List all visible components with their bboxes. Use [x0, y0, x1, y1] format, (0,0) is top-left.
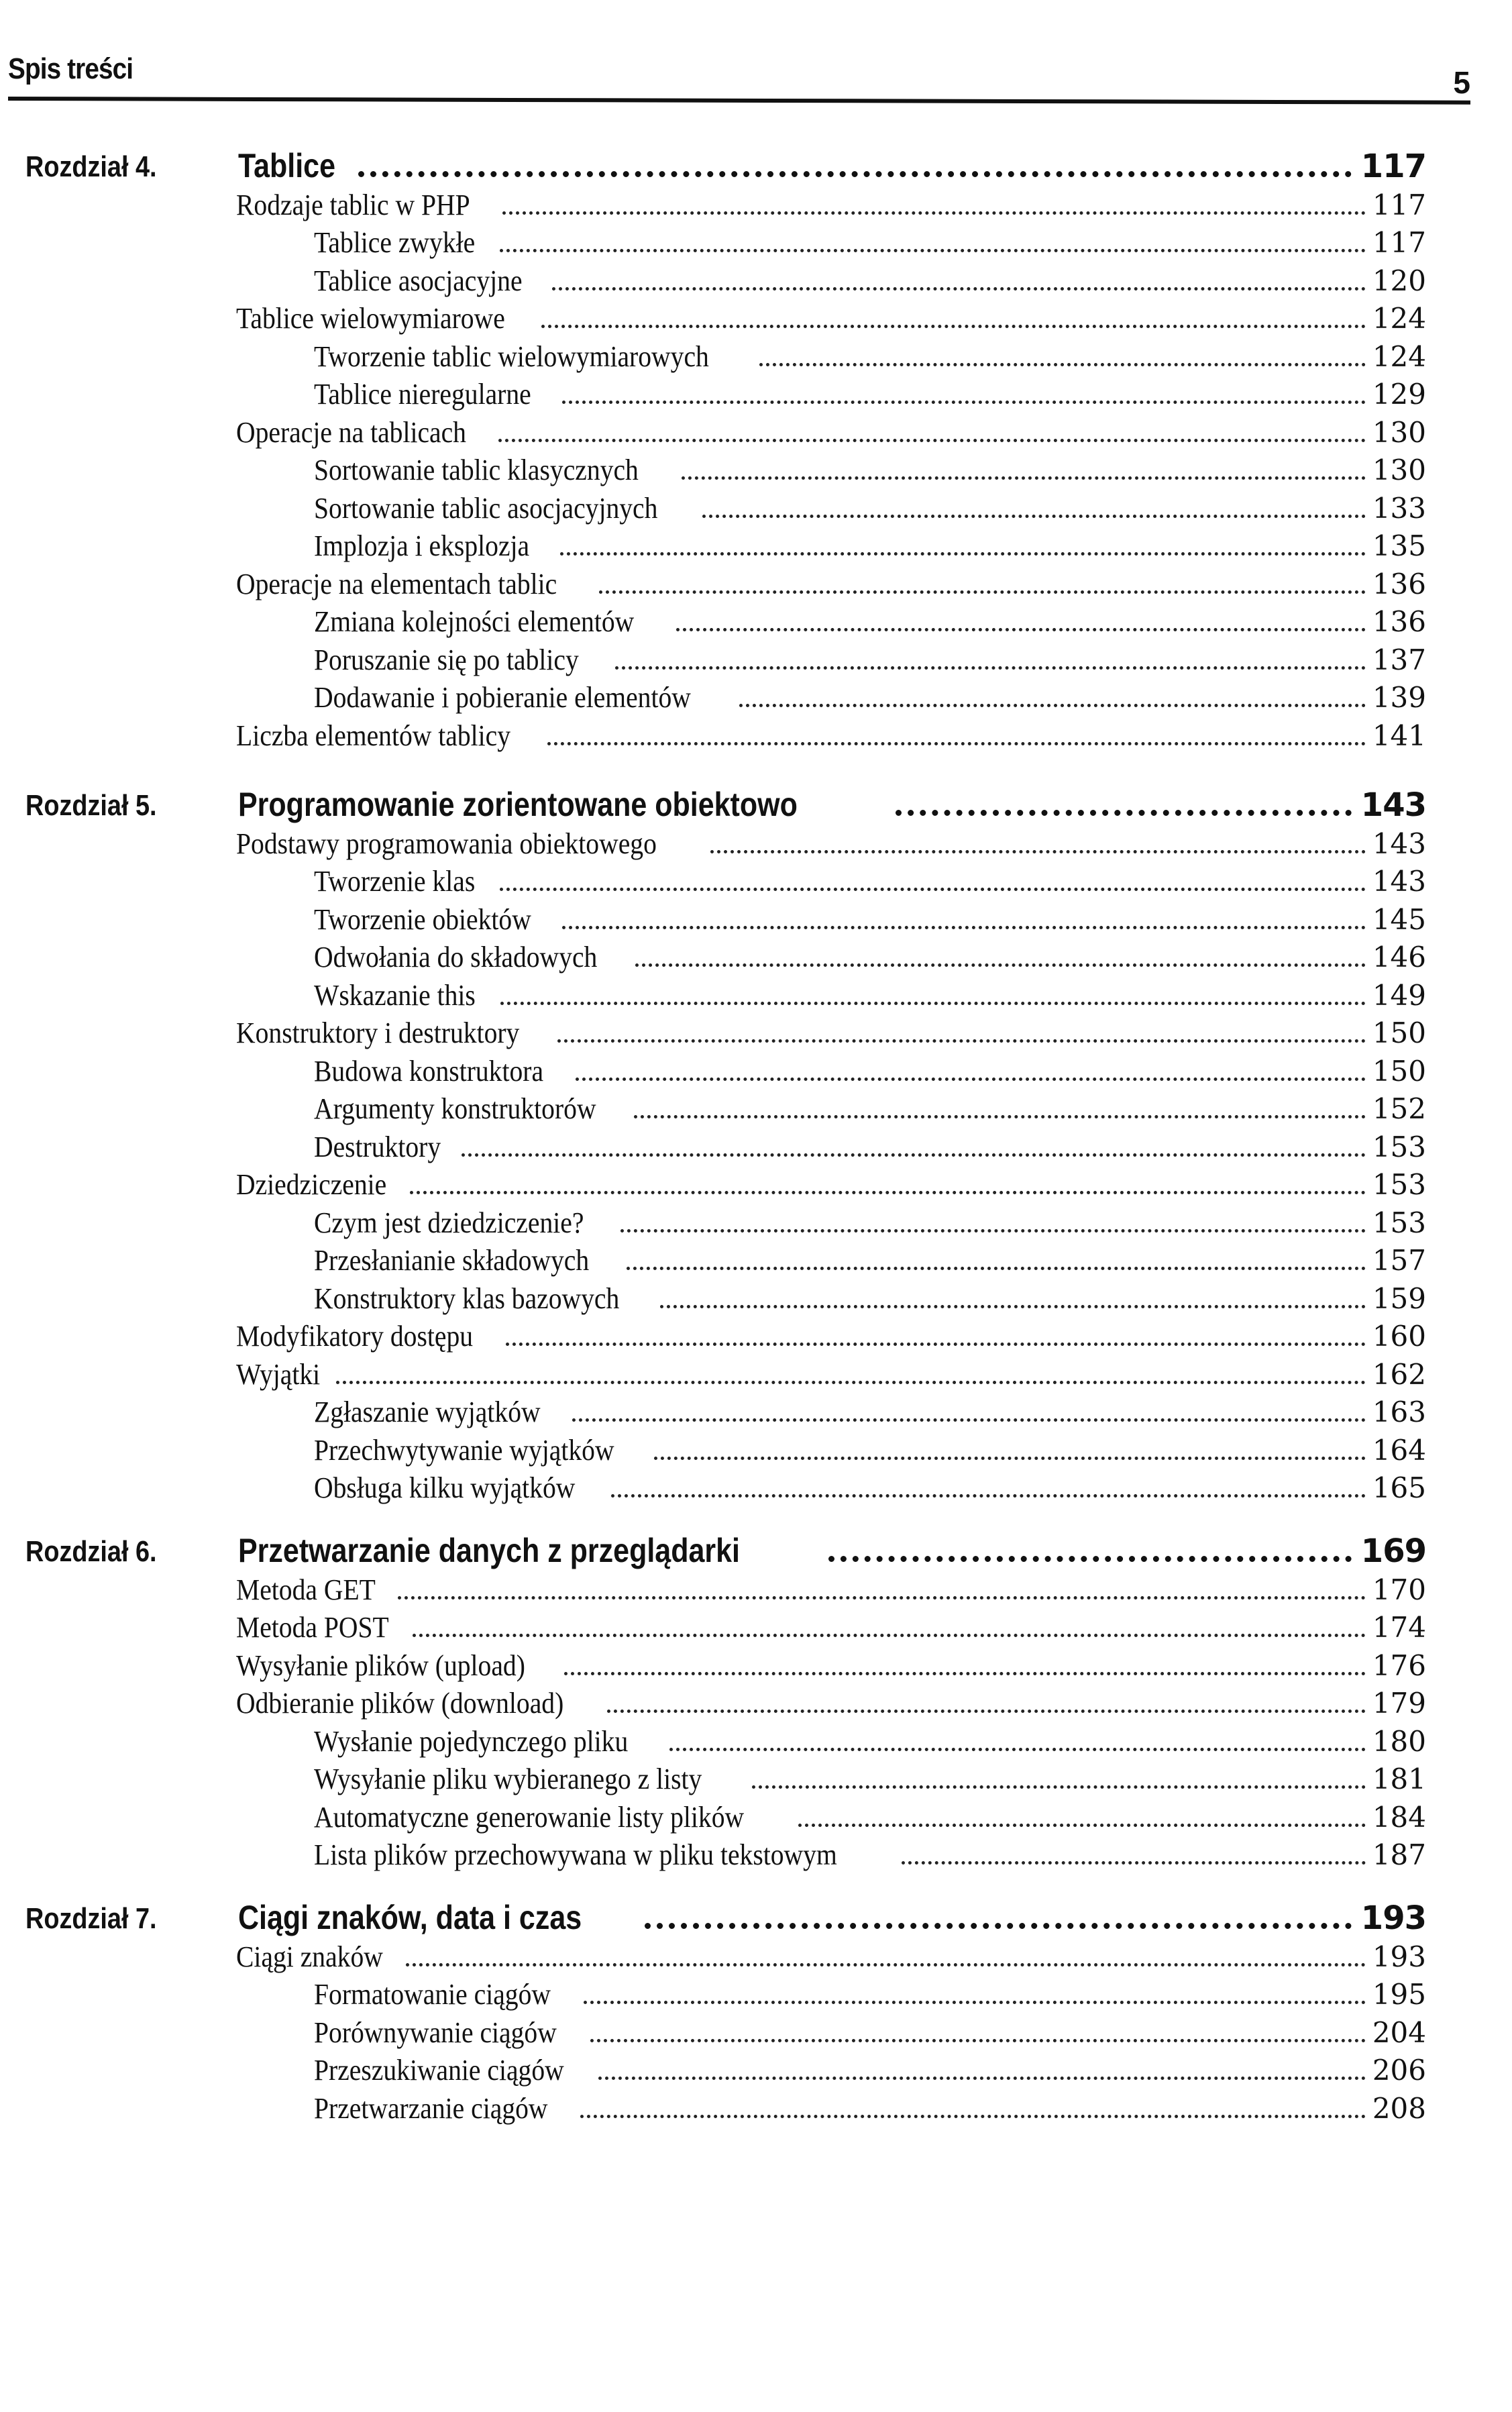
entry-row	[314, 864, 1426, 898]
toc-subsection-entry[interactable]	[0, 378, 1512, 416]
entry-title: Poruszanie się po tablicy	[314, 643, 579, 676]
entry-row	[314, 1243, 1426, 1277]
entry-page-number: 179	[1372, 1687, 1426, 1720]
entry-page-number: 174	[1372, 1611, 1426, 1644]
entry-page-number: 160	[1372, 1320, 1426, 1353]
chapter-row	[238, 146, 1426, 185]
entry-page-number: 184	[1372, 1800, 1426, 1834]
entry-row	[314, 940, 1426, 974]
entry-page-number: 139	[1372, 681, 1426, 714]
dot-leader	[590, 2039, 1366, 2042]
entry-row	[236, 1940, 1426, 1974]
toc-subsection-entry[interactable]	[0, 2091, 1512, 2130]
dot-leader	[627, 1267, 1366, 1270]
dot-leader	[398, 1596, 1366, 1600]
entry-row	[236, 827, 1426, 861]
entry-title: Wskazanie this	[314, 978, 476, 1012]
entry-page-number: 124	[1372, 302, 1426, 335]
entry-title: Sortowanie tablic asocjacyjnych	[314, 491, 658, 525]
entry-title: Formatowanie ciągów	[314, 1978, 551, 2011]
dot-leader	[902, 1861, 1365, 1865]
entry-row	[314, 225, 1426, 260]
dot-leader	[500, 249, 1366, 252]
entry-page-number: 136	[1372, 567, 1426, 600]
dot-leader	[584, 2001, 1366, 2004]
dot-leader	[576, 1078, 1366, 1081]
entry-row	[314, 377, 1426, 411]
entry-page-number: 117	[1372, 226, 1426, 259]
entry-title: Wysłanie pojedynczego pliku	[314, 1724, 629, 1758]
toc-subsection-entry[interactable]	[0, 941, 1512, 979]
entry-title: Automatyczne generowanie listy plików	[314, 1800, 745, 1834]
chapter-label: Rozdział 4.	[25, 150, 157, 183]
toc-section-entry[interactable]	[0, 567, 1512, 605]
chapter-row	[238, 1898, 1426, 1937]
entry-title: Tworzenie tablic wielowymiarowych	[314, 339, 709, 373]
chapter-page-number: 143	[1360, 786, 1426, 824]
entry-row	[314, 1724, 1426, 1759]
entry-title: Dziedziczenie	[236, 1168, 387, 1201]
dot-leader	[702, 515, 1365, 518]
running-header-title: Spis treści	[8, 52, 133, 85]
entry-row	[314, 1800, 1426, 1834]
toc-chapter	[0, 782, 1512, 1509]
entry-row	[314, 1130, 1426, 1164]
dot-leader	[560, 552, 1366, 556]
dot-leader	[669, 1748, 1366, 1751]
dot-leader	[896, 810, 1352, 816]
toc-subsection-entry[interactable]	[0, 1396, 1512, 1434]
entry-row	[236, 1610, 1426, 1644]
dot-leader	[607, 1710, 1366, 1713]
toc-section-entry[interactable]	[0, 188, 1512, 226]
entry-row	[314, 491, 1426, 525]
entry-row	[314, 453, 1426, 487]
entry-row	[236, 1573, 1426, 1607]
toc-section-entry[interactable]	[0, 1168, 1512, 1206]
entry-title: Tablice asocjacyjne	[314, 264, 523, 297]
dot-leader	[547, 742, 1365, 745]
dot-leader	[410, 1191, 1366, 1194]
dot-leader	[645, 1923, 1352, 1929]
entry-title: Wysyłanie pliku wybieranego z listy	[314, 1763, 702, 1795]
entry-row	[314, 529, 1426, 563]
dot-leader	[828, 1556, 1352, 1562]
entry-title: Sortowanie tablic klasycznych	[314, 454, 639, 486]
entry-title: Lista plików przechowywana w pliku tekstowym	[314, 1838, 837, 1871]
entry-page-number: 129	[1372, 378, 1426, 411]
entry-page-number: 133	[1372, 491, 1426, 525]
entry-page-number: 145	[1372, 902, 1426, 936]
entry-page-number: 153	[1372, 1130, 1426, 1163]
running-header-page-number: 5	[1453, 65, 1470, 100]
entry-page-number: 146	[1372, 941, 1426, 974]
entry-title: Przetwarzanie ciągów	[314, 2091, 548, 2125]
entry-row	[236, 188, 1426, 222]
dot-leader	[798, 1824, 1365, 1827]
entry-page-number: 193	[1372, 1940, 1426, 1973]
toc-section-entry[interactable]	[0, 1940, 1512, 1978]
entry-row	[236, 1357, 1426, 1392]
entry-title: Przesłanianie składowych	[314, 1244, 590, 1277]
toc-chapter	[0, 1895, 1512, 2130]
entry-page-number: 208	[1372, 2091, 1426, 2125]
entry-row	[314, 2053, 1426, 2087]
chapter-row	[238, 785, 1426, 824]
toc-section-entry[interactable]	[0, 1320, 1512, 1358]
entry-page-number: 149	[1372, 978, 1426, 1012]
chapter-title: Ciągi znaków, data i czas	[238, 1899, 582, 1936]
entry-page-number: 124	[1372, 339, 1426, 373]
chapter-row	[238, 1531, 1426, 1570]
toc-section-entry[interactable]	[0, 302, 1512, 340]
entry-row	[236, 1167, 1426, 1202]
chapter-label: Rozdział 7.	[25, 1902, 157, 1935]
toc-subsection-entry[interactable]	[0, 978, 1512, 1016]
entry-page-number: 195	[1372, 1978, 1426, 2011]
dot-leader	[562, 401, 1366, 404]
entry-title: Argumenty konstruktorów	[314, 1092, 596, 1125]
dot-leader	[462, 1153, 1366, 1157]
entry-row	[236, 1319, 1426, 1353]
entry-title: Metoda POST	[236, 1611, 389, 1644]
entry-row	[236, 1648, 1426, 1683]
toc-subsection-entry[interactable]	[0, 1206, 1512, 1244]
entry-page-number: 143	[1372, 827, 1426, 860]
toc-subsection-entry[interactable]	[0, 2015, 1512, 2054]
toc-subsection-entry[interactable]	[0, 1763, 1512, 1801]
entry-row	[314, 902, 1426, 937]
toc-section-entry[interactable]	[0, 1357, 1512, 1396]
entry-row	[314, 2091, 1426, 2126]
entry-row	[314, 605, 1426, 639]
entry-page-number: 164	[1372, 1433, 1426, 1467]
toc-subsection-entry[interactable]	[0, 1130, 1512, 1168]
entry-page-number: 204	[1372, 2015, 1426, 2049]
entry-page-number: 135	[1372, 529, 1426, 562]
entry-title: Wysyłanie plików (upload)	[236, 1648, 525, 1682]
dot-leader	[634, 1115, 1366, 1118]
entry-row	[236, 567, 1426, 601]
dot-leader	[406, 1963, 1366, 1967]
entry-title: Tablice nieregularne	[314, 378, 531, 411]
entry-page-number: 117	[1372, 188, 1426, 221]
toc-subsection-entry[interactable]	[0, 1724, 1512, 1763]
entry-title: Destruktory	[314, 1130, 441, 1163]
entry-page-number: 165	[1372, 1471, 1426, 1504]
dot-leader	[759, 363, 1366, 366]
dot-leader	[502, 211, 1365, 215]
entry-title: Budowa konstruktora	[314, 1054, 544, 1088]
dot-leader	[660, 1305, 1366, 1308]
chapter-label: Rozdział 5.	[25, 789, 157, 822]
dot-leader	[562, 926, 1366, 929]
toc-section-entry[interactable]	[0, 1648, 1512, 1687]
dot-leader	[552, 287, 1366, 291]
page-header	[8, 40, 1470, 107]
dot-leader	[557, 1039, 1366, 1043]
dot-leader	[500, 888, 1366, 891]
chapter-label: Rozdział 6.	[25, 1535, 157, 1568]
dot-leader	[676, 628, 1366, 631]
entry-row	[314, 1433, 1426, 1467]
toc-section-entry[interactable]	[0, 827, 1512, 865]
dot-leader	[739, 704, 1366, 707]
dot-leader	[336, 1381, 1366, 1384]
entry-page-number: 141	[1372, 719, 1426, 752]
entry-title: Porównywanie ciągów	[314, 2015, 557, 2049]
dot-leader	[615, 666, 1366, 670]
entry-title: Konstruktory klas bazowych	[314, 1281, 620, 1315]
entry-row	[236, 415, 1426, 450]
toc-chapter	[0, 1528, 1512, 1876]
entry-row	[314, 1471, 1426, 1505]
entry-title: Podstawy programowania obiektowego	[236, 827, 657, 860]
entry-row	[314, 339, 1426, 374]
entry-title: Dodawanie i pobieranie elementów	[314, 681, 691, 714]
entry-page-number: 137	[1372, 643, 1426, 676]
entry-page-number: 170	[1372, 1573, 1426, 1606]
toc-section-entry[interactable]	[0, 1016, 1512, 1055]
entry-row	[314, 1092, 1426, 1126]
entry-page-number: 180	[1372, 1724, 1426, 1758]
toc-subsection-entry[interactable]	[0, 454, 1512, 492]
entry-title: Konstruktory i destruktory	[236, 1016, 520, 1049]
dot-leader	[498, 439, 1366, 442]
dot-leader	[654, 1457, 1366, 1460]
entry-title: Operacje na elementach tablic	[236, 567, 557, 600]
entry-row	[314, 978, 1426, 1012]
entry-title: Zgłaszanie wyjątków	[314, 1396, 541, 1428]
entry-title: Tworzenie klas	[314, 865, 476, 898]
entry-row	[314, 1054, 1426, 1088]
entry-row	[236, 301, 1426, 335]
entry-row	[236, 1016, 1426, 1050]
chapter-heading[interactable]	[0, 1528, 1512, 1573]
toc-subsection-entry[interactable]	[0, 529, 1512, 568]
entry-title: Tworzenie obiektów	[314, 902, 531, 936]
dot-leader	[564, 1672, 1366, 1675]
entry-page-number: 162	[1372, 1357, 1426, 1391]
dot-leader	[572, 1418, 1366, 1422]
toc-section-entry[interactable]	[0, 1573, 1512, 1611]
toc-subsection-entry[interactable]	[0, 1092, 1512, 1131]
entry-row	[314, 680, 1426, 715]
entry-page-number: 153	[1372, 1206, 1426, 1239]
entry-title: Ciągi znaków	[236, 1940, 383, 1973]
toc-subsection-entry[interactable]	[0, 865, 1512, 903]
entry-title: Implozja i eksplozja	[314, 529, 530, 562]
entry-row	[314, 1395, 1426, 1429]
entry-title: Obsługa kilku wyjątków	[314, 1471, 576, 1504]
chapter-title: Tablice	[238, 147, 335, 185]
dot-leader	[635, 963, 1366, 967]
entry-page-number: 130	[1372, 454, 1426, 486]
dot-leader	[580, 2115, 1366, 2118]
chapter-title: Programowanie zorientowane obiektowo	[238, 786, 798, 823]
toc-subsection-entry[interactable]	[0, 226, 1512, 264]
toc-subsection-entry[interactable]	[0, 1978, 1512, 2016]
chapter-heading[interactable]	[0, 144, 1512, 188]
entry-title: Czym jest dziedziczenie?	[314, 1206, 584, 1239]
toc-subsection-entry[interactable]	[0, 1471, 1512, 1510]
entry-row	[314, 1762, 1426, 1796]
entry-title: Rodzaje tablic w PHP	[236, 188, 470, 221]
toc-subsection-entry[interactable]	[0, 1433, 1512, 1471]
dot-leader	[611, 1494, 1366, 1498]
entry-title: Przechwytywanie wyjątków	[314, 1433, 614, 1467]
toc-subsection-entry[interactable]	[0, 2054, 1512, 2092]
entry-row	[314, 643, 1426, 677]
toc-section-entry[interactable]	[0, 1611, 1512, 1649]
toc-chapter	[0, 144, 1512, 757]
dot-leader	[599, 590, 1365, 594]
chapter-page-number: 193	[1360, 1899, 1426, 1937]
entry-title: Odbieranie plików (download)	[236, 1687, 564, 1720]
toc-section-entry[interactable]	[0, 1687, 1512, 1725]
entry-page-number: 206	[1372, 2054, 1426, 2087]
entry-page-number: 136	[1372, 605, 1426, 638]
entry-page-number: 157	[1372, 1244, 1426, 1277]
toc-subsection-entry[interactable]	[0, 605, 1512, 643]
entry-page-number: 159	[1372, 1281, 1426, 1315]
entry-title: Odwołania do składowych	[314, 941, 598, 974]
toc-subsection-entry[interactable]	[0, 1800, 1512, 1838]
dot-leader	[358, 171, 1352, 177]
toc-subsection-entry[interactable]	[0, 1054, 1512, 1092]
entry-title: Tablice zwykłe	[314, 226, 476, 259]
entry-row	[236, 1686, 1426, 1720]
entry-row	[236, 719, 1426, 753]
toc-subsection-entry[interactable]	[0, 1244, 1512, 1282]
entry-row	[314, 1206, 1426, 1240]
entry-title: Operacje na tablicach	[236, 415, 466, 449]
entry-page-number: 143	[1372, 865, 1426, 898]
entry-title: Liczba elementów tablicy	[236, 719, 511, 752]
entry-title: Modyfikatory dostępu	[236, 1320, 474, 1353]
entry-title: Przeszukiwanie ciągów	[314, 2054, 564, 2087]
toc-subsection-entry[interactable]	[0, 902, 1512, 941]
toc-subsection-entry[interactable]	[0, 681, 1512, 719]
entry-page-number: 152	[1372, 1092, 1426, 1125]
entry-page-number: 150	[1372, 1016, 1426, 1049]
toc-subsection-entry[interactable]	[0, 491, 1512, 529]
entry-title: Zmiana kolejności elementów	[314, 605, 635, 638]
dot-leader	[710, 850, 1366, 853]
entry-page-number: 176	[1372, 1648, 1426, 1682]
entry-row	[314, 1977, 1426, 2011]
chapter-heading[interactable]	[0, 782, 1512, 827]
entry-title: Metoda GET	[236, 1573, 376, 1606]
toc-subsection-entry[interactable]	[0, 1281, 1512, 1320]
toc-subsection-entry[interactable]	[0, 643, 1512, 681]
entry-row	[314, 2015, 1426, 2050]
toc-subsection-entry[interactable]	[0, 339, 1512, 378]
entry-page-number: 150	[1372, 1054, 1426, 1088]
dot-leader	[506, 1343, 1366, 1346]
dot-leader	[413, 1634, 1366, 1637]
toc-section-entry[interactable]	[0, 719, 1512, 757]
dot-leader	[598, 2077, 1366, 2080]
chapter-heading[interactable]	[0, 1895, 1512, 1940]
entry-page-number: 120	[1372, 264, 1426, 297]
entry-page-number: 153	[1372, 1168, 1426, 1201]
entry-row	[314, 1281, 1426, 1316]
chapter-page-number: 169	[1360, 1532, 1426, 1570]
entry-row	[314, 1838, 1426, 1872]
entry-page-number: 187	[1372, 1838, 1426, 1871]
dot-leader	[620, 1229, 1366, 1233]
chapter-page-number: 117	[1360, 148, 1426, 185]
entry-page-number: 163	[1372, 1396, 1426, 1428]
entry-title: Wyjątki	[236, 1357, 321, 1391]
dot-leader	[752, 1785, 1366, 1789]
entry-title: Tablice wielowymiarowe	[236, 302, 505, 335]
entry-row	[314, 264, 1426, 298]
dot-leader	[682, 476, 1366, 480]
toc-subsection-entry[interactable]	[0, 264, 1512, 302]
entry-page-number: 181	[1372, 1763, 1426, 1795]
entry-page-number: 130	[1372, 415, 1426, 449]
dot-leader	[541, 325, 1366, 328]
dot-leader	[500, 1002, 1366, 1005]
header-rule	[8, 97, 1470, 105]
chapter-title: Przetwarzanie danych z przeglądarki	[238, 1532, 740, 1569]
toc-subsection-entry[interactable]	[0, 1838, 1512, 1877]
toc-section-entry[interactable]	[0, 415, 1512, 454]
